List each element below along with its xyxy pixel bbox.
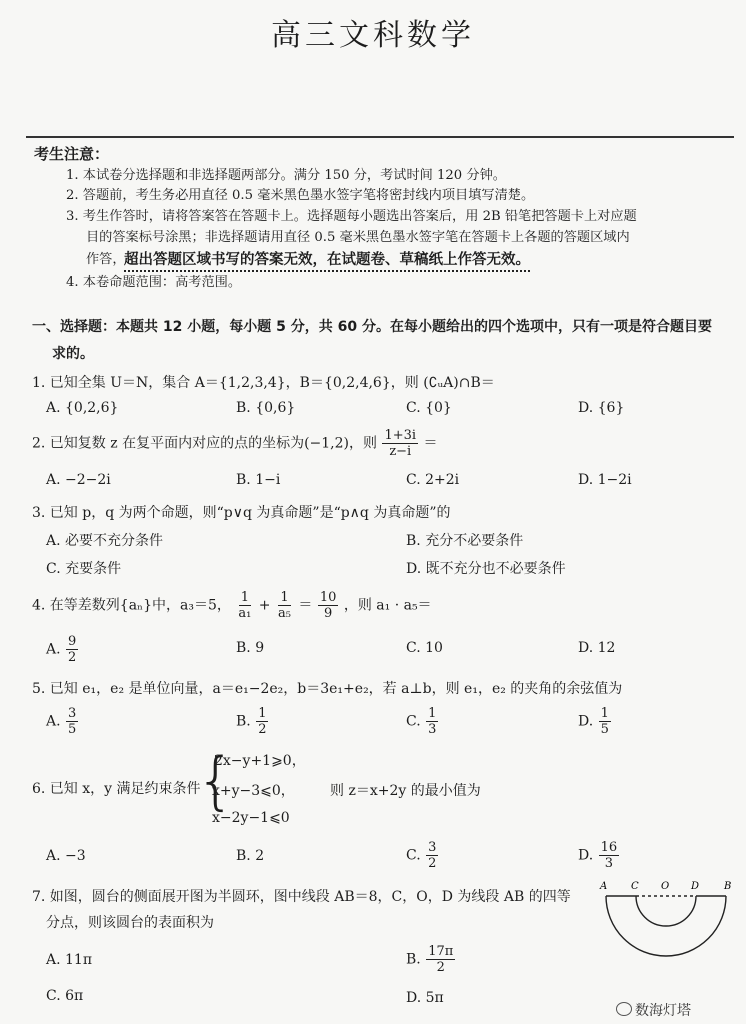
question-7-option-a: A. 11π <box>46 952 93 968</box>
question-1-option-d: D. {6} <box>578 400 625 416</box>
question-4-plus: + <box>258 597 271 614</box>
question-4-stem <box>32 590 432 621</box>
inner-arc <box>636 896 696 926</box>
question-4-stem-b: ，则 a₁ · a₅＝ <box>343 597 432 614</box>
question-4-fraction-1 <box>236 590 253 621</box>
section-heading: 一、选择题：本题共 12 小题，每小题 5 分，共 60 分。在每小题给出的四个选项中，只有一项是符合题目要 <box>32 319 712 335</box>
question-4-option-c: C. 10 <box>406 640 443 656</box>
question-5-option-a-label: A. <box>46 713 61 730</box>
question-5-option-b-den: 2 <box>258 722 267 737</box>
question-5-option-a-den: 5 <box>68 722 77 737</box>
notice-item-3-cont: 目的答案标号涂黑；非选择题请用直径 0.5 毫米黑色墨水签字笔在答题卡上各题的答题区域内 <box>86 230 630 245</box>
question-5-stem: 5. 已知 e₁，e₂ 是单位向量，a＝e₁−2e₂，b＝3e₁+e₂，若 a⊥b，则 e₁，e₂ 的夹角的余弦值为 <box>32 681 623 697</box>
question-6-stem-b: 则 z＝x+2y 的最小值为 <box>330 783 481 799</box>
question-7-option-d: D. 5π <box>406 990 444 1006</box>
question-5-option-a-num: 3 <box>68 706 77 721</box>
question-4-fraction-1-num: 1 <box>240 590 249 605</box>
question-1-option-a: A. {0,2,6} <box>46 400 119 416</box>
question-1-stem: 1. 已知全集 U＝N，集合 A＝{1,2,3,4}，B＝{0,2,4,6}，则 (∁ᵤA)∩B＝ <box>32 375 495 391</box>
question-6-option-c-den: 2 <box>428 856 437 871</box>
question-6-option-c <box>406 840 439 871</box>
question-4-fraction-3-num: 10 <box>319 590 337 605</box>
question-5-option-d <box>578 706 612 737</box>
label-c: C <box>631 881 639 892</box>
question-2-option-d: D. 1−2i <box>578 472 632 488</box>
question-5-option-c-den: 3 <box>428 722 437 737</box>
question-7-option-b <box>406 944 456 975</box>
question-5-option-a-fraction <box>66 706 78 737</box>
question-7-stem-line-1: 7. 如图，圆台的侧面展开图为半圆环，图中线段 AB＝8，C，O，D 为线段 AB 的四等 <box>32 889 571 905</box>
question-2-option-c: C. 2+2i <box>406 472 460 488</box>
question-7-option-b-label: B. <box>406 951 421 968</box>
question-6-option-b: B. 2 <box>236 848 265 864</box>
page-title: 高三文科数学 <box>271 18 475 53</box>
header-rule <box>26 136 734 138</box>
question-5-option-d-num: 1 <box>600 706 609 721</box>
notice-emphasis: 超出答题区域书写的答案无效，在试题卷、草稿纸上作答无效。 <box>124 252 530 268</box>
notice-item-3: 3. 考生作答时，请将答案答在答题卡上。选择题每小题选出答案后，用 2B 铅笔把答题卡上对应题 <box>66 209 637 224</box>
question-7-option-c: C. 6π <box>46 988 84 1004</box>
notice-heading: 考生注意： <box>34 145 110 163</box>
question-4-option-a-num: 9 <box>68 634 77 649</box>
question-7-option-b-den: 2 <box>436 960 445 975</box>
question-4-eq: ＝ <box>298 597 313 614</box>
question-3-option-d: D. 既不充分也不必要条件 <box>406 561 566 577</box>
question-6-condition-2: x+y−3⩽0， <box>212 783 295 799</box>
question-6-option-c-label: C. <box>406 847 421 864</box>
question-5-option-d-label: D. <box>578 713 594 730</box>
question-5-option-d-den: 5 <box>600 722 609 737</box>
label-d: D <box>691 881 700 892</box>
label-o: O <box>661 881 670 892</box>
question-4-option-a <box>46 634 79 665</box>
question-5-option-a <box>46 706 79 737</box>
question-7-option-b-fraction <box>426 944 455 975</box>
question-4-fraction-3-den: 9 <box>323 606 333 621</box>
question-5-option-c-num: 1 <box>428 706 437 721</box>
question-3-option-b: B. 充分不必要条件 <box>406 533 524 549</box>
question-6-stem-a: 6. 已知 x，y 满足约束条件 <box>32 781 201 797</box>
question-4-option-d: D. 12 <box>578 640 616 656</box>
question-4-fraction-2 <box>276 590 293 621</box>
question-4-fraction-2-den: a₅ <box>277 606 291 621</box>
question-6-option-a: A. −3 <box>46 848 86 864</box>
question-4-fraction-3 <box>318 590 339 621</box>
question-4-stem-a: 4. 在等差数列{aₙ}中，a₃＝5， <box>32 597 231 614</box>
question-7-option-b-num: 17π <box>428 944 454 959</box>
question-6-option-d-num: 16 <box>600 840 618 855</box>
question-6-brace: { <box>196 744 236 817</box>
question-2-stem <box>32 428 438 459</box>
wechat-icon <box>616 1002 632 1016</box>
question-2-stem-end: ＝ <box>423 435 438 452</box>
notice-item-2: 2. 答题前，考生务必用直径 0.5 毫米黑色墨水签字笔将密封线内项目填写清楚。 <box>66 188 535 203</box>
question-3-option-a: A. 必要不充分条件 <box>46 533 164 549</box>
question-2-option-a: A. −2−2i <box>46 472 111 488</box>
section-heading-cont: 求的。 <box>52 346 94 362</box>
annulus-figure <box>596 880 738 972</box>
question-6-option-d-den: 3 <box>604 856 614 871</box>
notice-item-4: 4. 本卷命题范围：高考范围。 <box>66 275 242 290</box>
notice-item-1: 1. 本试卷分选择题和非选择题两部分。满分 150 分，考试时间 120 分钟。 <box>66 168 506 183</box>
question-4-option-a-den: 2 <box>68 650 77 665</box>
question-5-option-c-label: C. <box>406 713 421 730</box>
question-4-option-b: B. 9 <box>236 640 265 656</box>
label-b: B <box>724 881 732 892</box>
question-6-condition-3: x−2y−1⩽0 <box>212 810 290 826</box>
question-5-option-b-num: 1 <box>258 706 267 721</box>
question-3-stem: 3. 已知 p，q 为两个命题，则“p∨q 为真命题”是“p∧q 为真命题”的 <box>32 505 451 521</box>
question-2-fraction-den: z−i <box>389 444 412 459</box>
question-2-fraction <box>382 428 418 459</box>
question-6-condition-1: 2x−y+1⩾0， <box>214 753 306 769</box>
question-2-option-b: B. 1−i <box>236 472 281 488</box>
watermark <box>616 1000 691 1020</box>
question-4-fraction-2-num: 1 <box>280 590 289 605</box>
question-5-option-b-fraction <box>256 706 268 737</box>
question-6-option-c-fraction <box>426 840 438 871</box>
question-6-option-c-num: 3 <box>428 840 437 855</box>
question-5-option-c <box>406 706 439 737</box>
question-2-stem-text: 2. 已知复数 z 在复平面内对应的点的坐标为(−1,2)，则 <box>32 435 378 452</box>
question-3-option-c: C. 充要条件 <box>46 561 122 577</box>
question-4-fraction-1-den: a₁ <box>238 606 252 621</box>
question-6-option-d-fraction <box>599 840 620 871</box>
label-a: A <box>600 881 608 892</box>
question-1-option-b: B. {0,6} <box>236 400 296 416</box>
question-5-option-c-fraction <box>426 706 438 737</box>
question-1-option-c: C. {0} <box>406 400 452 416</box>
question-6-option-d <box>578 840 620 871</box>
question-4-option-a-fraction <box>66 634 78 665</box>
question-7-stem-line-2: 分点，则该圆台的表面积为 <box>46 915 214 931</box>
question-6-option-d-label: D. <box>578 847 594 864</box>
question-4-option-a-label: A. <box>46 641 61 658</box>
watermark-text: 数海灯塔 <box>635 1003 691 1019</box>
notice-item-3-end: 作答， <box>86 252 126 267</box>
question-2-fraction-num: 1+3i <box>384 428 417 443</box>
question-5-option-b <box>236 706 269 737</box>
question-5-option-d-fraction <box>599 706 611 737</box>
question-5-option-b-label: B. <box>236 713 251 730</box>
